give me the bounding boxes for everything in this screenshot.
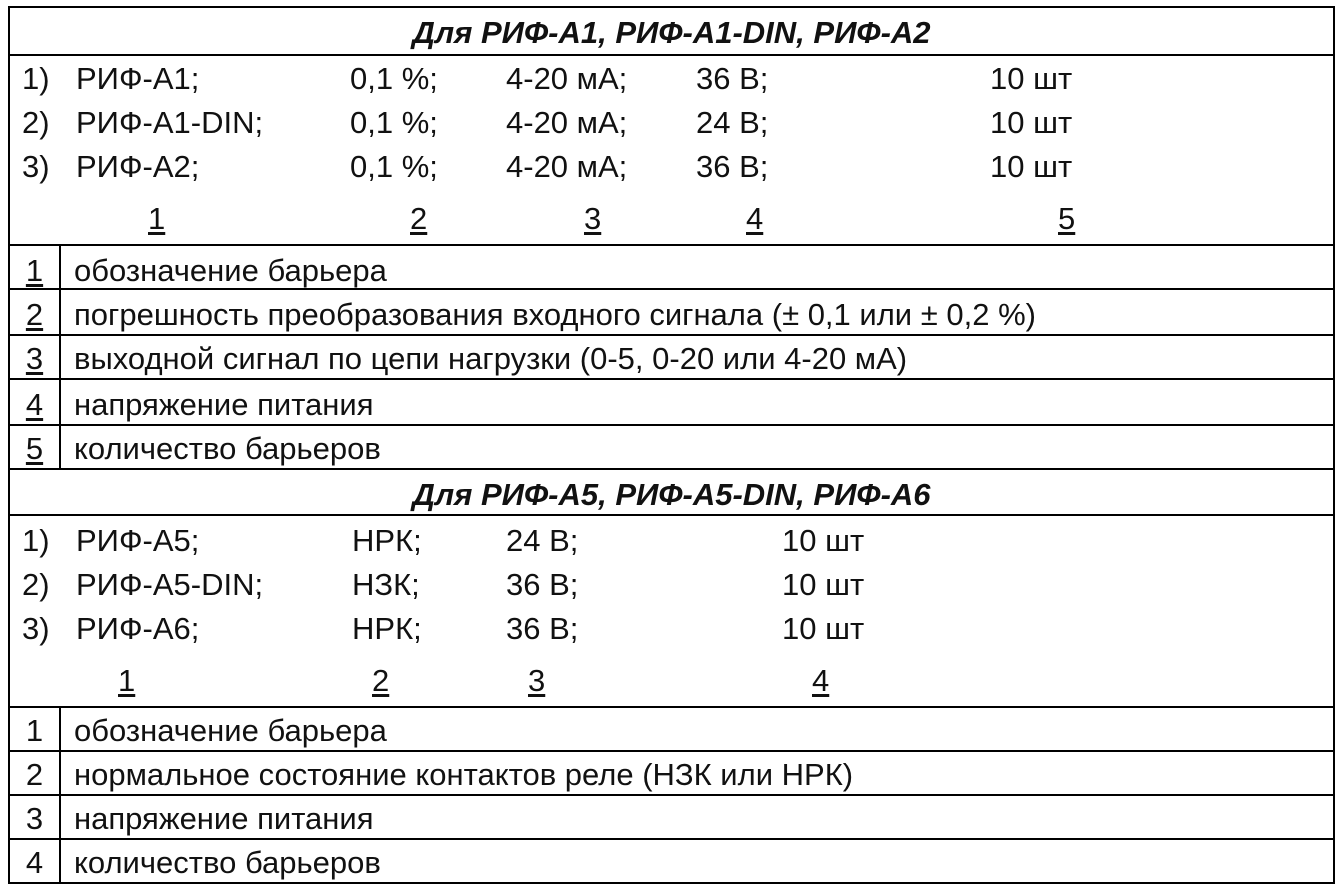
signal-value: 4-20 мА;	[506, 105, 628, 140]
legend-text: выходной сигнал по цепи нагрузки (0-5, 0-20 или 4-20 мА)	[74, 341, 908, 376]
position-marker: 1	[118, 663, 136, 698]
signal-value: 4-20 мА;	[506, 61, 628, 96]
barrier-name: РИФ-А5-DIN;	[76, 567, 264, 602]
row-index: 3)	[22, 611, 50, 646]
quantity-value: 10 шт	[990, 61, 1073, 96]
legend-number: 5	[25, 431, 44, 466]
barrier-name: РИФ-А6;	[76, 611, 200, 646]
voltage-value: 24 В;	[696, 105, 769, 140]
divider	[10, 838, 1333, 840]
row-index: 3)	[22, 149, 50, 184]
divider	[10, 288, 1333, 290]
divider	[10, 468, 1333, 470]
signal-value: 4-20 мА;	[506, 149, 628, 184]
legend-number: 3	[25, 801, 44, 836]
row-index: 1)	[22, 523, 50, 558]
voltage-value: 36 В;	[506, 611, 579, 646]
row-index: 1)	[22, 61, 50, 96]
barrier-name: РИФ-А2;	[76, 149, 200, 184]
position-marker: 2	[372, 663, 390, 698]
legend-number: 4	[25, 845, 44, 880]
position-marker: 5	[1058, 201, 1076, 236]
legend-number: 2	[25, 757, 44, 792]
legend-number: 2	[25, 297, 44, 332]
barrier-name: РИФ-А1-DIN;	[76, 105, 264, 140]
divider	[10, 706, 1333, 708]
legend-number: 1	[25, 253, 44, 288]
contacts-value: НРК;	[352, 523, 422, 558]
row-index: 2)	[22, 567, 50, 602]
accuracy-value: 0,1 %;	[350, 149, 438, 184]
accuracy-value: 0,1 %;	[350, 105, 438, 140]
contacts-value: НРК;	[352, 611, 422, 646]
legend-text: количество барьеров	[74, 845, 381, 880]
legend-number: 1	[25, 713, 44, 748]
legend-text: напряжение питания	[74, 387, 374, 422]
divider	[10, 334, 1333, 336]
spec-table	[8, 6, 1335, 884]
quantity-value: 10 шт	[782, 523, 865, 558]
divider	[10, 54, 1333, 56]
divider	[10, 424, 1333, 426]
position-marker: 2	[410, 201, 428, 236]
legend-text: обозначение барьера	[74, 253, 387, 288]
barrier-name: РИФ-А5;	[76, 523, 200, 558]
legend-text: погрешность преобразования входного сигнала (± 0,1 или ± 0,2 %)	[74, 297, 1036, 332]
voltage-value: 36 В;	[696, 149, 769, 184]
section-b-title: Для РИФ-А5, РИФ-А5-DIN, РИФ-А6	[412, 477, 931, 512]
divider	[10, 750, 1333, 752]
legend-column-divider	[59, 244, 61, 468]
barrier-name: РИФ-А1;	[76, 61, 200, 96]
legend-text: обозначение барьера	[74, 713, 387, 748]
voltage-value: 24 В;	[506, 523, 579, 558]
quantity-value: 10 шт	[990, 105, 1073, 140]
section-a-title: Для РИФ-А1, РИФ-А1-DIN, РИФ-А2	[412, 15, 931, 50]
legend-text: напряжение питания	[74, 801, 374, 836]
divider	[10, 794, 1333, 796]
legend-text: количество барьеров	[74, 431, 381, 466]
legend-number: 3	[25, 341, 44, 376]
position-marker: 4	[812, 663, 830, 698]
contacts-value: НЗК;	[352, 567, 420, 602]
quantity-value: 10 шт	[782, 567, 865, 602]
position-marker: 4	[746, 201, 764, 236]
quantity-value: 10 шт	[990, 149, 1073, 184]
voltage-value: 36 В;	[506, 567, 579, 602]
position-marker: 3	[528, 663, 546, 698]
voltage-value: 36 В;	[696, 61, 769, 96]
position-marker: 3	[584, 201, 602, 236]
quantity-value: 10 шт	[782, 611, 865, 646]
legend-number: 4	[25, 387, 44, 422]
divider	[10, 244, 1333, 246]
divider	[10, 378, 1333, 380]
position-marker: 1	[148, 201, 166, 236]
row-index: 2)	[22, 105, 50, 140]
legend-text: нормальное состояние контактов реле (НЗК или НРК)	[74, 757, 854, 792]
accuracy-value: 0,1 %;	[350, 61, 438, 96]
divider	[10, 514, 1333, 516]
